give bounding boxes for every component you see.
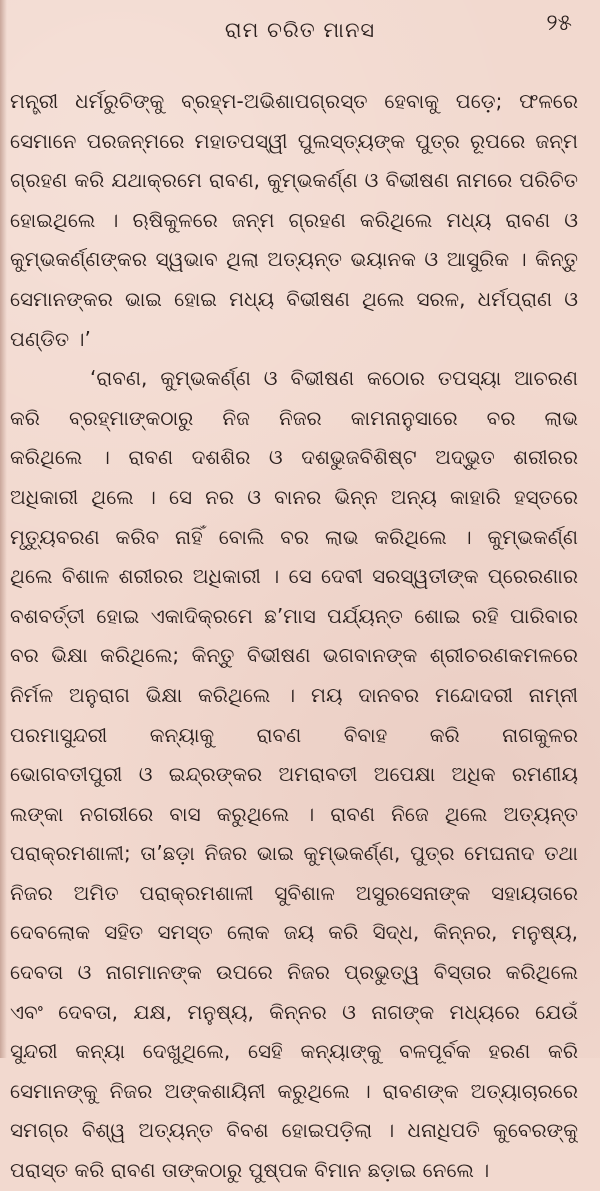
running-title: ରାମ ଚରିତ ମାନସ [224, 18, 376, 42]
text-line: ଏବଂ ଦେବତା, ଯକ୍ଷ, ମନୁଷ୍ୟ, କିନ୍ନର ଓ ନାଗଙ୍କ ମଧ୍ୟରେ ଯେଉଁ [10, 999, 578, 1024]
text-line: କରି ବ୍ରହ୍ମାଙ୍କଠାରୁ ନିଜ ନିଜର କାମନାନୁସାରେ ବର ଲାଭ [10, 405, 578, 430]
text-line: ସେମାନଙ୍କର ଭାଇ ହୋଇ ମଧ୍ୟ ବିଭୀଷଣ ଥିଲେ ସରଳ, ଧର୍ମପ୍ରାଣ ଓ [10, 286, 578, 311]
text-line: ସେମାନଙ୍କୁ ନିଜର ଅଙ୍କଶାୟିନୀ କରୁଥିଲେ । ରାବଣଙ୍କ ଅତ୍ୟାଚାରରେ [10, 1078, 578, 1103]
text-line: ଥିଲେ ବିଶାଳ ଶରୀରର ଅଧିକାରୀ । ସେ ଦେବୀ ସରସ୍ୱତୀଙ୍କ ପ୍ରେରଣାର [10, 564, 578, 589]
text-line: ଦେବତା ଓ ନାଗମାନଙ୍କ ଉପରେ ନିଜର ପ୍ରଭୁତ୍ୱ ବିସ୍ତାର କରିଥିଲେ [10, 960, 578, 985]
text-line: ନିଜର ଅମିତ ପରାକ୍ରମଶାଳୀ ସୁବିଶାଳ ଅସୁରସେନାଙ୍କ ସହାୟତାରେ [10, 880, 578, 905]
text-line: ମନ୍ତ୍ରୀ ଧର୍ମରୁଚିଙ୍କୁ ବ୍ରହ୍ମ-ଅଭିଶାପଗ୍ରସ୍ତ ହେବାକୁ ପଡ଼େ; ଫଳରେ [10, 89, 578, 113]
text-line: ଭୋଗବତୀପୁରୀ ଓ ଇନ୍ଦ୍ରଙ୍କର ଅମରାବତୀ ଅପେକ୍ଷା ଅଧିକ ରମଣୀୟ [10, 762, 578, 787]
text-line: ବଶବର୍ତ୍ତୀ ହୋଇ ଏକାଦିକ୍ରମେ ଛ’ମାସ ପର୍ଯ୍ୟନ୍ତ ଶୋଇ ରହି ପାରିବାର [10, 603, 578, 628]
text-line: କୁମ୍ଭକର୍ଣ୍ଣଙ୍କର ସ୍ୱଭାବ ଥିଲା ଅତ୍ୟନ୍ତ ଭୟାନକ ଓ ଆସୁରିକ । କିନ୍ତୁ [10, 247, 578, 272]
text-line: ଅଧିକାରୀ ଥିଲେ । ସେ ନର ଓ ବାନର ଭିନ୍ନ ଅନ୍ୟ କାହାରି ହସ୍ତରେ [10, 484, 578, 509]
text-line: ମୃତ୍ୟୁବରଣ କରିବ ନାହିଁ ବୋଲି ବର ଲାଭ କରିଥିଲେ । କୁମ୍ଭକର୍ଣ୍ଣ [10, 524, 578, 549]
text-line: ଗ୍ରହଣ କରି ଯଥାକ୍ରମେ ରାବଣ, କୁମ୍ଭକର୍ଣ୍ଣ ଓ ବିଭୀଷଣ ନାମରେ ପରିଚିତ [10, 168, 578, 193]
text-line: ପରାକ୍ରମଶାଳୀ; ତା’ଛଡ଼ା ନିଜର ଭାଇ କୁମ୍ଭକର୍ଣ୍ଣ, ପୁତ୍ର ମେଘନାଦ ତଥା [10, 841, 578, 866]
text-line: ନିର୍ମଳ ଅନୁରାଗ ଭିକ୍ଷା କରିଥିଲେ । ମୟ ଦାନବର ମନ୍ଦୋଦରୀ ନାମ୍ନୀ [10, 682, 578, 707]
text-line: ଲଙ୍କା ନଗରୀରେ ବାସ କରୁଥିଲେ । ରାବଣ ନିଜେ ଥିଲେ ଅତ୍ୟନ୍ତ [10, 801, 578, 826]
body-text [10, 82, 578, 1191]
text-line: ଦେବଲୋକ ସହିତ ସମସ୍ତ ଲୋକ ଜୟ କରି ସିଦ୍ଧ, କିନ୍ନର, ମନୁଷ୍ୟ, [10, 920, 578, 945]
text-line: ସମଗ୍ର ବିଶ୍ୱ ଅତ୍ୟନ୍ତ ବିବଶ ହୋଇପଡ଼ିଲା । ଧନାଧିପତି କୁବେରଙ୍କୁ [10, 1118, 578, 1143]
paragraph-end-line: ପଣ୍ଡିତ ।’ [10, 326, 91, 351]
page-number: ୨୫ [546, 10, 572, 36]
text-line: ପରାସ୍ତ କରି ରାବଣ ତାଙ୍କଠାରୁ ପୁଷ୍ପକ ବିମାନ ଛଡ଼ାଇ ନେଲେ । [10, 1158, 490, 1183]
text-line: ପରମାସୁନ୍ଦରୀ କନ୍ୟାକୁ ରାବଣ ବିବାହ କରି ନାଗକୁଳର [10, 722, 578, 747]
text-line: ସୁନ୍ଦରୀ କନ୍ୟା ଦେଖୁଥିଲେ, ସେହି କନ୍ୟାଙ୍କୁ ବଳପୂର୍ବକ ହରଣ କରି [10, 1039, 578, 1064]
paragraph-start-line: ‘ରାବଣ, କୁମ୍ଭକର୍ଣ୍ଣ ଓ ବିଭୀଷଣ କଠୋର ତପସ୍ୟା ଆଚରଣ [90, 366, 578, 391]
text-line: ବର ଭିକ୍ଷା କରିଥିଲେ; କିନ୍ତୁ ବିଭୀଷଣ ଭଗବାନଙ୍କ ଶ୍ରୀଚରଣକମଳରେ [10, 643, 578, 668]
text-line: ହୋଇଥିଲେ । ଋଷିକୁଳରେ ଜନ୍ମ ଗ୍ରହଣ କରିଥିଲେ ମଧ୍ୟ ରାବଣ ଓ [10, 207, 578, 232]
text-line: କରିଥିଲେ । ରାବଣ ଦଶଶିର ଓ ଦଶଭୁଜବିଶିଷ୍ଟ ଅଦ୍ଭୁତ ଶରୀରର [10, 445, 578, 470]
text-line: ସେମାନେ ପରଜନ୍ମରେ ମହାତପସ୍ୱୀ ପୁଲସ୍ତ୍ୟଙ୍କ ପୁତ୍ର ରୂପରେ ଜନ୍ମ [10, 128, 578, 153]
